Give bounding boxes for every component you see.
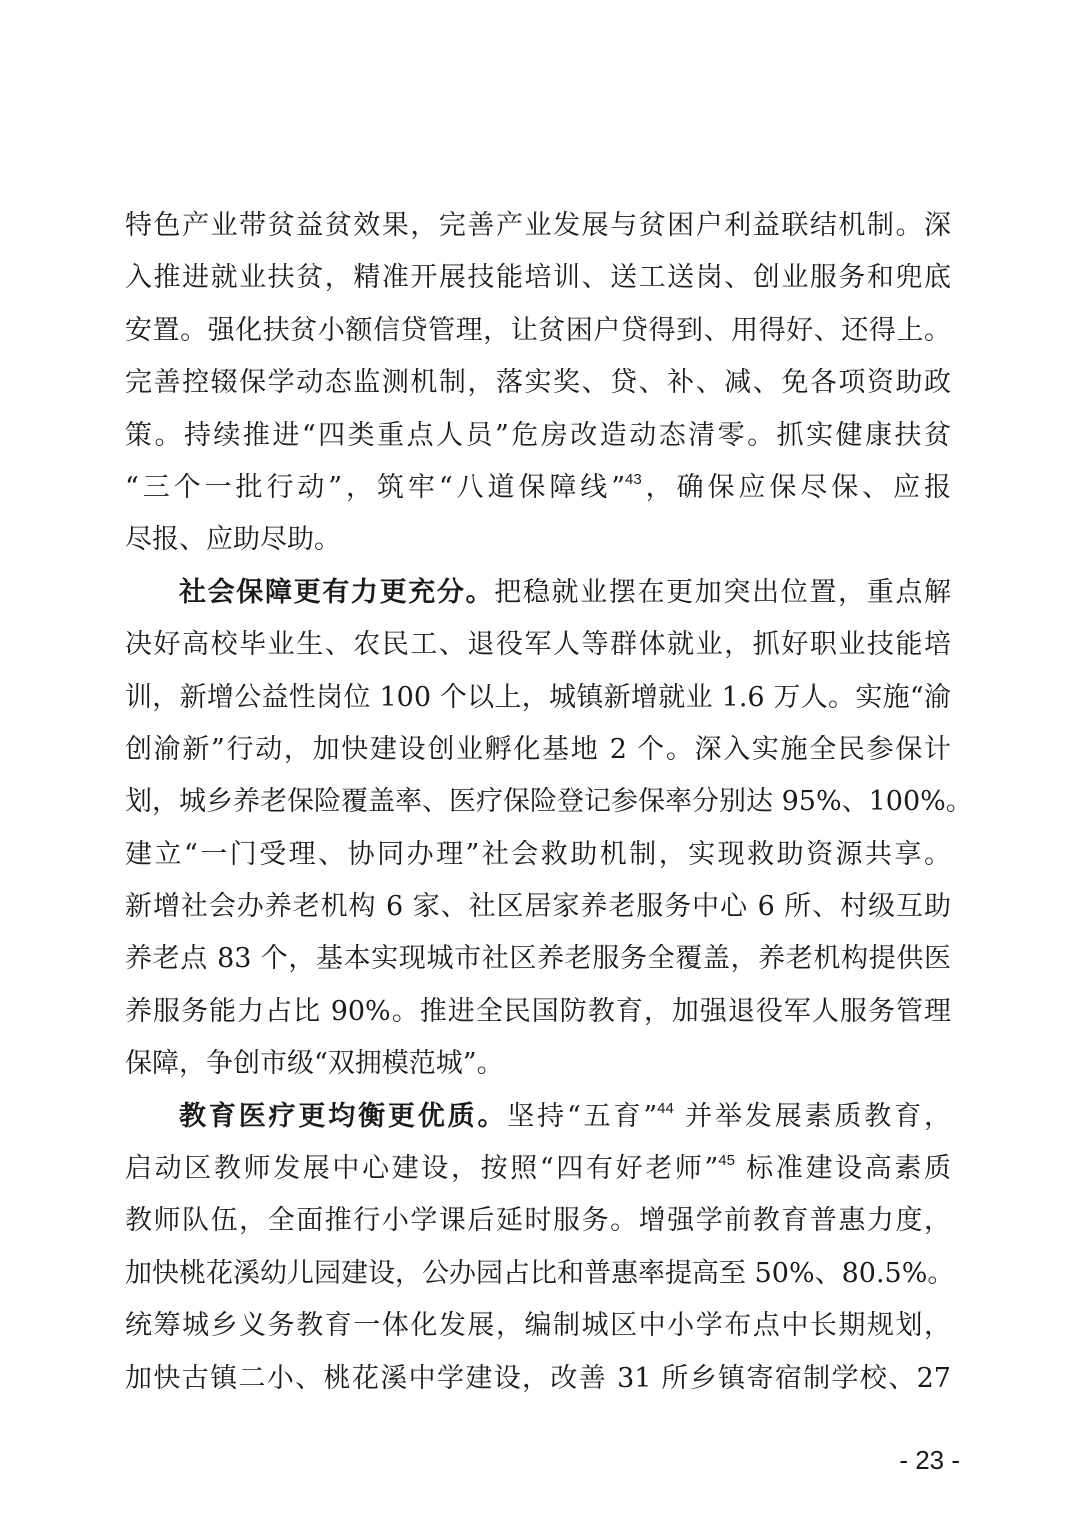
text-segment: 标准建设高素质: [734, 1153, 951, 1185]
footnote-ref-43: 43: [625, 470, 642, 488]
text-line: 划，城乡养老保险覆盖率、医疗保险登记参保率分别达 95%、100%。: [125, 786, 973, 818]
text-segment: 并举发展素质教育，: [673, 1100, 951, 1132]
text-line: 决好高校毕业生、农民工、退役军人等群体就业，抓好职业技能培: [125, 629, 951, 661]
paragraph-first-line: [125, 567, 951, 619]
page-number: - 23 -: [899, 1445, 960, 1475]
text-segment: ，确保应保尽保、应报: [641, 471, 951, 503]
text-line: 特色产业带贫益贫效果，完善产业发展与贫困户利益联结机制。深: [125, 210, 951, 241]
document-body: [125, 200, 973, 1405]
text-line-with-footnote: [125, 1143, 951, 1195]
text-line: 尽报、应助尽助。: [125, 524, 341, 556]
footnote-ref-45: 45: [718, 1152, 735, 1170]
text-line: 保障，争创市级“双拥模范城”。: [125, 1048, 504, 1080]
text-line: 加快桃花溪幼儿园建设，公办园占比和普惠率提高至 50%、80.5%。: [125, 1257, 955, 1289]
text-line: 策。持续推进“四类重点人员”危房改造动态清零。抓实健康扶贫: [125, 419, 951, 451]
paragraph-heading: 社会保障更有力更充分。: [179, 576, 495, 608]
text-line: 养服务能力占比 90%。推进全民国防教育，加强退役军人服务管理: [125, 995, 951, 1027]
text-line: 入推进就业扶贫，精准开展技能培训、送工送岗、创业服务和兜底: [125, 262, 951, 294]
text-line: 养老点 83 个，基本实现城市社区养老服务全覆盖，养老机构提供医: [125, 943, 951, 975]
text-line: 创渝新”行动，加快建设创业孵化基地 2 个。深入实施全民参保计: [125, 733, 951, 765]
text-segment: 坚持“五育”: [507, 1100, 658, 1132]
text-line: 新增社会办养老机构 6 家、社区居家养老服务中心 6 所、村级互助: [125, 891, 951, 923]
paragraph-first-line: [125, 1091, 951, 1143]
text-line: 安置。强化扶贫小额信贷管理，让贫困户贷得到、用得好、还得上。: [125, 314, 951, 346]
text-line: 完善控辍保学动态监测机制，落实奖、贷、补、减、免各项资助政: [125, 367, 951, 399]
paragraph-education-healthcare: [125, 1091, 955, 1405]
text-line: 建立“一门受理、协同办理”社会救助机制，实现救助资源共享。: [125, 838, 951, 870]
text-segment: 把稳就业摆在更加突出位置，重点解: [494, 576, 952, 608]
text-segment: 启动区教师发展中心建设，按照“四有好老师”: [125, 1153, 719, 1185]
paragraph-heading: 教育医疗更均衡更优质。: [179, 1100, 508, 1132]
paragraph-social-security: [125, 567, 973, 1091]
text-line-with-footnote: [125, 462, 951, 514]
text-segment: “三个一批行动”，筑牢“八道保障线”: [125, 471, 626, 503]
footnote-ref-44: 44: [657, 1099, 674, 1117]
paragraph-poverty-alleviation: [125, 200, 951, 567]
text-line: 训，新增公益性岗位 100 个以上，城镇新增就业 1.6 万人。实施“渝: [125, 681, 951, 713]
text-line: 教师队伍，全面推行小学课后延时服务。增强学前教育普惠力度，: [125, 1205, 951, 1237]
text-line: 统筹城乡义务教育一体化发展，编制城区中小学布点中长期规划，: [125, 1310, 951, 1342]
text-line: 加快古镇二小、桃花溪中学建设，改善 31 所乡镇寄宿制学校、27: [125, 1362, 951, 1394]
